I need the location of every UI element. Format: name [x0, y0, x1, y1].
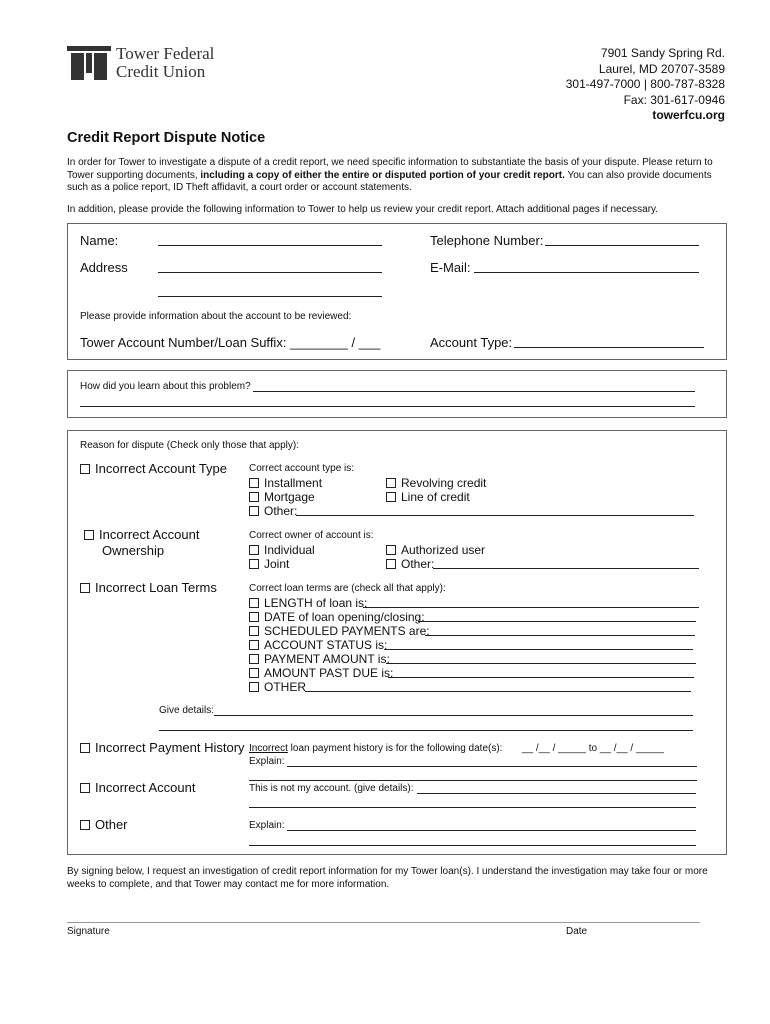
learn-question: How did you learn about this problem? — [80, 381, 251, 392]
reasons-heading: Reason for dispute (Check only those that apply): — [80, 440, 300, 451]
opt-authorized-user[interactable]: Authorized user — [386, 543, 485, 557]
payment-explain-field-2[interactable] — [249, 780, 697, 781]
page-title: Credit Report Dispute Notice — [67, 130, 266, 146]
reason-other[interactable]: Other — [80, 817, 128, 832]
loan-term-item[interactable]: SCHEDULED PAYMENTS are: — [249, 624, 430, 638]
checkbox-ownership[interactable] — [84, 530, 94, 540]
signing-statement: By signing below, I request an investigation of credit report information for my Tower loan(s). I understand the investigation may take four or more weeks to complete, and that Tower may contact me for more information. — [67, 866, 708, 890]
loan-term-item[interactable]: LENGTH of loan is: — [249, 596, 367, 610]
phone-field[interactable] — [545, 245, 699, 246]
checkbox-loan-terms[interactable] — [80, 583, 90, 593]
signature-line[interactable] — [67, 922, 700, 923]
checkbox-payment-history[interactable] — [80, 743, 90, 753]
intro-paragraph-2: In addition, please provide the following information to Tower to help us review your credit report. Attach additional pages if necessary. — [67, 204, 659, 215]
checkbox-incorrect-account[interactable] — [80, 783, 90, 793]
checkbox[interactable] — [249, 640, 259, 650]
other-explain-field-2[interactable] — [249, 845, 696, 846]
address-block — [566, 46, 725, 124]
org-name-line2: Credit Union — [116, 62, 206, 81]
address-line2: Laurel, MD 20707-3589 — [598, 61, 725, 76]
opt-mortgage[interactable]: Mortgage — [249, 490, 315, 504]
learn-section — [67, 370, 727, 418]
checkbox[interactable] — [249, 559, 259, 569]
opt-joint[interactable]: Joint — [249, 557, 289, 571]
account-type-field[interactable] — [514, 347, 704, 348]
reason-payment-history[interactable]: Incorrect Payment History — [80, 740, 245, 755]
opt-individual[interactable]: Individual — [249, 543, 315, 557]
phone-label: Telephone Number: — [430, 233, 544, 248]
checkbox[interactable] — [249, 654, 259, 664]
loan-term-field[interactable] — [384, 649, 693, 650]
account-info-prompt: Please provide information about the account to be reviewed: — [80, 311, 352, 322]
checkbox[interactable] — [249, 626, 259, 636]
account-suffix-label[interactable]: Tower Account Number/Loan Suffix: ________ / ___ — [80, 335, 381, 350]
opt-revolving[interactable]: Revolving credit — [386, 476, 486, 490]
loan-term-field[interactable] — [363, 607, 699, 608]
name-field[interactable] — [158, 245, 382, 246]
checkbox[interactable] — [249, 612, 259, 622]
address-field-2[interactable] — [158, 296, 382, 297]
tower-logo-icon — [67, 46, 111, 80]
loan-term-field[interactable] — [418, 621, 696, 622]
checkbox[interactable] — [386, 545, 396, 555]
loan-terms-prompt: Correct loan terms are (check all that apply): — [249, 583, 446, 594]
payment-history-prompt: Incorrect loan payment history is for the following date(s): — [249, 743, 503, 754]
loan-term-item[interactable]: PAYMENT AMOUNT is: — [249, 652, 390, 666]
reason-incorrect-account[interactable]: Incorrect Account — [80, 780, 195, 795]
checkbox-account-type[interactable] — [80, 464, 90, 474]
opt-installment[interactable]: Installment — [249, 476, 322, 490]
address-line1: 7901 Sandy Spring Rd. — [600, 46, 725, 60]
checkbox-other[interactable] — [80, 820, 90, 830]
other-explain-label: Explain: — [249, 820, 285, 831]
loan-term-field[interactable] — [386, 663, 696, 664]
ownership-other-field[interactable] — [433, 568, 699, 569]
account-type-other-field[interactable] — [296, 515, 694, 516]
loan-term-item[interactable]: ACCOUNT STATUS is: — [249, 638, 387, 652]
other-explain-field-1[interactable] — [287, 830, 696, 831]
learn-field-1[interactable] — [253, 391, 695, 392]
loan-term-item[interactable]: AMOUNT PAST DUE is: — [249, 666, 393, 680]
checkbox[interactable] — [249, 682, 259, 692]
opt-ownership-other[interactable]: Other: — [386, 557, 434, 571]
loan-term-field[interactable] — [305, 691, 691, 692]
checkbox[interactable] — [249, 506, 259, 516]
opt-line-of-credit[interactable]: Line of credit — [386, 490, 470, 504]
checkbox[interactable] — [249, 492, 259, 502]
loan-term-field[interactable] — [425, 635, 695, 636]
checkbox[interactable] — [386, 492, 396, 502]
payment-explain-field-1[interactable] — [287, 766, 697, 767]
loan-term-field[interactable] — [388, 677, 694, 678]
checkbox[interactable] — [249, 545, 259, 555]
give-details-label: Give details: — [159, 705, 215, 716]
intro-paragraph: In order for Tower to investigate a dispute of a credit report, we need specific information to substantiate the basis of your dispute. Please return to Tower supporting documents, including a copy of either the entire or disputed portion of your credit report. You can also provide documents such as a police report, ID Theft affidavit, a court order or account statements. — [67, 157, 713, 193]
org-name-line1: Tower Federal — [116, 44, 215, 63]
incorrect-account-prompt: This is not my account. (give details): — [249, 783, 414, 794]
incorrect-account-field-2[interactable] — [249, 807, 696, 808]
name-label: Name: — [80, 233, 119, 248]
payment-date-range[interactable]: __ /__ / _____ to __ /__ / _____ — [522, 743, 664, 754]
payment-explain-label: Explain: — [249, 756, 285, 767]
account-type-label: Account Type: — [430, 335, 513, 350]
email-field[interactable] — [474, 272, 699, 273]
reason-loan-terms[interactable]: Incorrect Loan Terms — [80, 580, 217, 595]
checkbox[interactable] — [249, 478, 259, 488]
reason-account-type[interactable]: Incorrect Account Type — [80, 461, 227, 476]
give-details-field-1[interactable] — [214, 715, 693, 716]
ownership-prompt: Correct owner of account is: — [249, 530, 374, 541]
loan-term-item[interactable]: DATE of loan opening/closing: — [249, 610, 425, 624]
date-label: Date — [566, 926, 588, 937]
address-field-1[interactable] — [158, 272, 382, 273]
loan-term-item[interactable]: OTHER — [249, 680, 306, 694]
opt-account-type-other[interactable]: Other: — [249, 504, 297, 518]
reason-ownership[interactable]: Incorrect Account Ownership — [84, 527, 199, 559]
checkbox[interactable] — [249, 668, 259, 678]
learn-field-2[interactable] — [80, 406, 695, 407]
address-label: Address — [80, 260, 128, 275]
tower-logo — [67, 46, 111, 80]
fax-number: Fax: 301-617-0946 — [623, 92, 725, 107]
email-label: E-Mail: — [430, 260, 471, 275]
checkbox[interactable] — [386, 559, 396, 569]
checkbox[interactable] — [386, 478, 396, 488]
checkbox[interactable] — [249, 598, 259, 608]
phone-numbers: 301-497-7000 | 800-787-8328 — [565, 77, 725, 91]
incorrect-account-field-1[interactable] — [417, 793, 696, 794]
website[interactable]: towerfcu.org — [652, 108, 725, 122]
account-type-prompt: Correct account type is: — [249, 463, 355, 474]
signature-label: Signature — [67, 926, 110, 937]
give-details-field-2[interactable] — [159, 730, 693, 731]
